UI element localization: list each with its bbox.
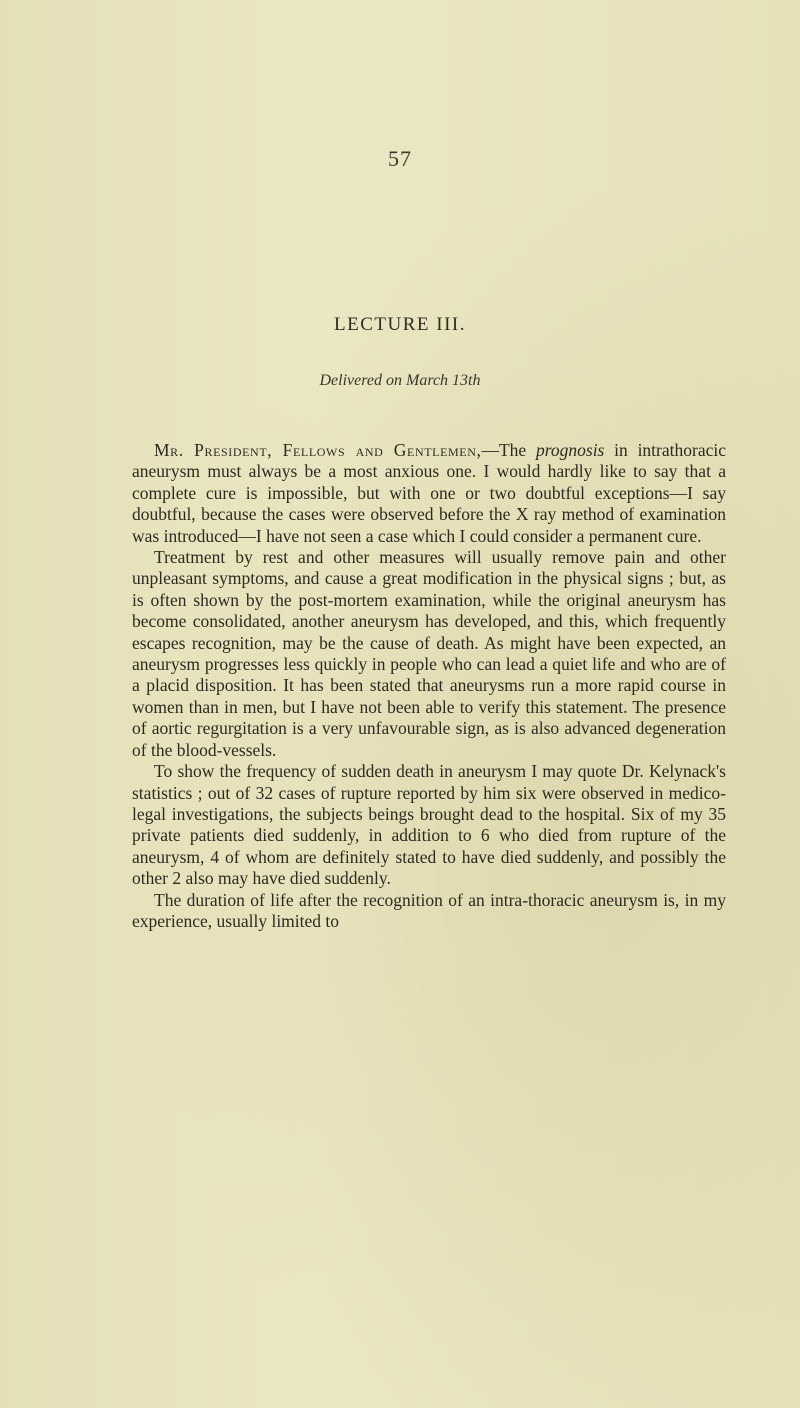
page-number: 57 — [388, 146, 412, 171]
paragraph-4: The duration of life after the recognition of an intra-thoracic aneurysm is, in my experience, usually limited to — [132, 889, 726, 931]
paragraph-2: Treatment by rest and other measures will usually remove pain and other unpleasant symptoms, and cause a great modification in the physical signs ; but, as is often shown by the post-mortem examination, while the original aneurysm has become consolidated, another aneurysm has developed, and this, which frequently escapes recognition, may be the cause of death. As might have been expected, an aneurysm progresses less quickly in people who can lead a quiet life and who are of a placid disposition. It has been stated that aneurysms run a more rapid course in women than in men, but I have not been able to verify this statement. The presence of aortic regurgitation is a very unfavourable sign, as is also advanced degeneration of the blood-vessels. — [132, 547, 726, 760]
emphasized-term: prognosis — [535, 440, 605, 460]
lecture-body — [132, 440, 726, 932]
lecture-title: LECTURE III. — [334, 314, 466, 335]
lecture-date-subtitle: Delivered on March 13th — [319, 372, 481, 389]
paragraph-1-text: in intrathoracic aneurysm must always be a most anxious one. I would hardly like to say that a complete cure is impossible, but with one or two doubtful exceptions—I say doubtful, because the cases were observed before the X ray method of examination was introduced—I have not seen a case which I could consider a permanent cure. — [132, 440, 726, 546]
salutation: Mr. President, Fellows and Gentlemen, — [154, 440, 482, 460]
paragraph-1 — [132, 440, 726, 547]
paragraph-3: To show the frequency of sudden death in aneurysm I may quote Dr. Kelynack's statistics ; out of 32 cases of rupture reported by him six were observed in medico-legal investigations, the subjects beings brought dead to the hospital. Six of my 35 private patients died suddenly, in addition to 6 who died from rupture of the aneurysm, 4 of whom are definitely stated to have died suddenly, and possibly the other 2 also may have died suddenly. — [132, 761, 726, 889]
paragraph-1-dash: —The — [481, 440, 536, 460]
